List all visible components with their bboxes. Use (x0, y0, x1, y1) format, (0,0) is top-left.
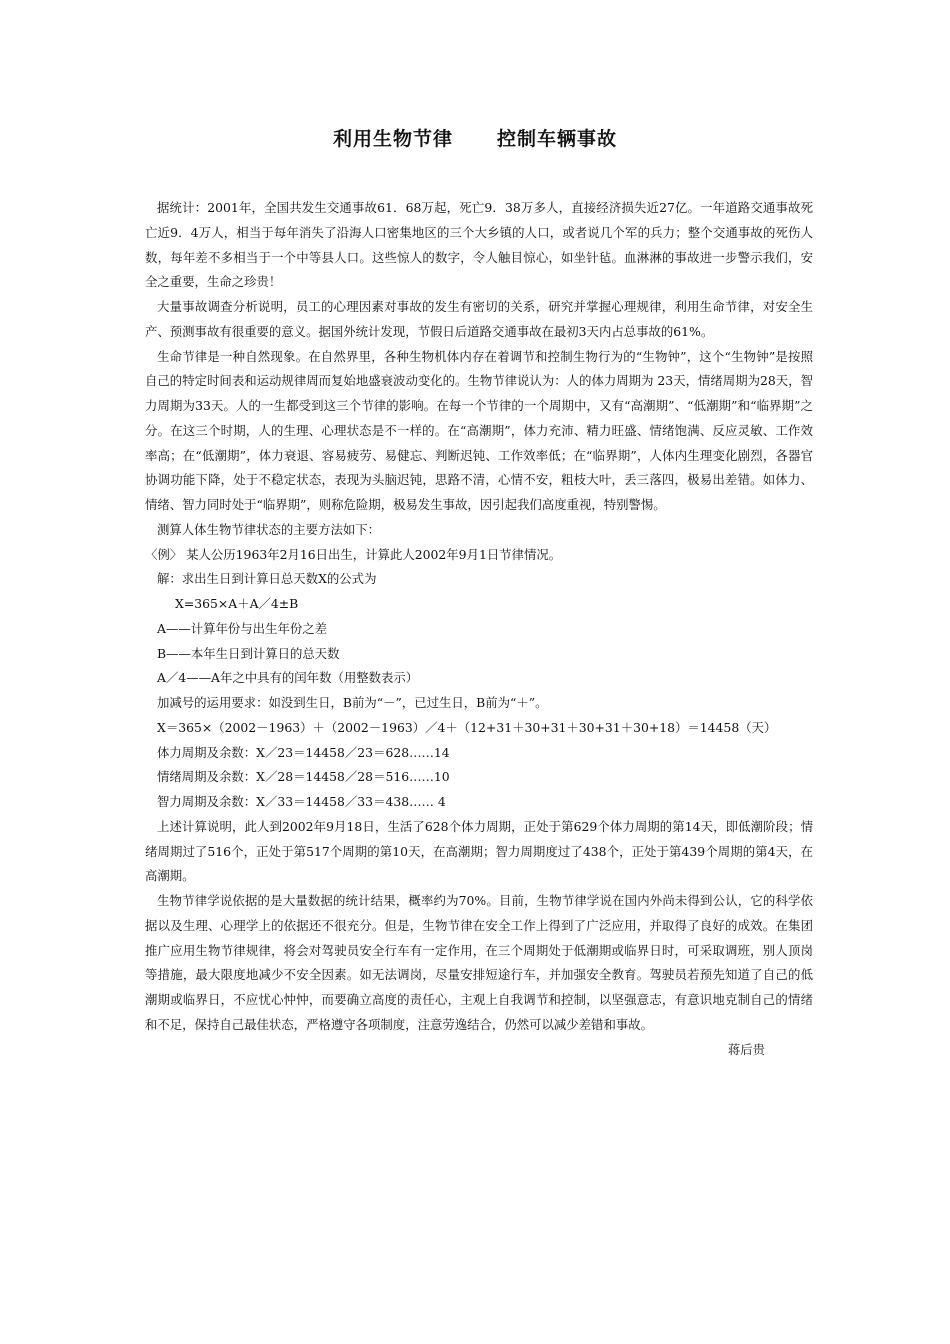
emotional-cycle: 情绪周期及余数：X／28＝14458／28＝516……10 (157, 769, 450, 785)
paragraph-result: 上述计算说明，此人到2002年9月18日，生活了628个体力周期，正处于第629个体力周期的第14天，即低潮阶段；情绪周期过了516个，正处于第517个周期的第10天，在高潮期；智力周期度过了438个，正处于第439个周期的第4天，在高潮期。 (145, 818, 813, 884)
paragraph-conclusion: 生物节律学说依据的是大量数据的统计结果，概率约为70%。目前，生物节律学说在国内外尚未得到公认，它的科学依据以及生理、心理学上的依据还不很充分。但是，生物节律在安全工作上得到了广泛应用，并取得了良好的成效。在集团推广应用生物节律规律，将会对驾驶员安全行车有一定作用，在三个周期处于低潮期或临界日时，可采取调班，别人顶岗等措施，最大限度地减少不安全因素。如无法调岗，尽量安排短途行车，并加强安全教育。驾驶员若预先知道了自己的低潮期或临界日，不应忧心忡忡，而要确立高度的责任心，主观上自我调节和控制，以坚强意志，有意识地克制自己的情绪和不足，保持自己最佳状态，严格遵守各项制度，注意劳逸结合，仍然可以减少差错和事故。 (145, 893, 813, 1032)
definition-a: A——计算年份与出生年份之差 (157, 620, 328, 636)
article-body (145, 196, 813, 1062)
paragraph-analysis: 大量事故调查分析说明，员工的心理因素对事故的发生有密切的关系，研究并掌握心理规律，利用生命节律，对安全生产、预测事故有很重要的意义。据国外统计发现，节假日后道路交通事故在最初3天内占总事故的61%。 (145, 299, 813, 339)
paragraph-solution: 解：求出生日到计算日总天数X的公式为 (157, 571, 377, 587)
physical-cycle: 体力周期及余数：X／23＝14458／23＝628……14 (157, 744, 450, 760)
calculation-x: X＝365×（2002－1963）＋（2002－1963）／4＋（12+31＋30+31＋30+31＋30+18）＝14458（天） (157, 719, 777, 735)
article-title (0, 124, 950, 151)
definition-a-over-4: A／4——A年之中具有的闰年数（用整数表示） (157, 670, 419, 686)
title-part-1: 利用生物节律 (332, 128, 453, 150)
paragraph-method-intro: 测算人体生物节律状态的主要方法如下： (157, 521, 381, 537)
definition-b: B——本年生日到计算日的总天数 (157, 645, 340, 661)
title-part-2: 控制车辆事故 (497, 128, 618, 150)
intellectual-cycle: 智力周期及余数：X／33＝14458／33＝438…… 4 (157, 794, 446, 809)
paragraph-biorhythm: 生命节律是一种自然现象。在自然界里，各种生物机体内存在着调节和控制生物行为的“生物钟”，这个“生物钟”是按照自己的特定时间表和运动规律周而复始地盛衰波动变化的。生物节律说认为：人的体力周期为 23天，情绪周期为28天，智力周期为33天。人的一生都受到这三个节律的影响。在每一个节律的一个周期中，又有“高潮期”、“低潮期”和“临界期”之分。在这三个时期，人的生理、心理状态是不一样的。在“高潮期”，体力充沛、精力旺盛、情绪饱满、反应灵敏、工作效率高；在“低潮期”，体力衰退、容易疲劳、易健忘、判断迟钝、工作效率低；在“临界期”，人体内生理变化剧烈，各器官协调功能下降，处于不稳定状态，表现为头脑迟钝，思路不清，心情不安，粗枝大叶，丢三落四，极易出差错。如体力、情绪、智力同时处于“临界期”，则称危险期，极易发生事故，因引起我们高度重视，特别警惕。 (145, 348, 813, 512)
formula-line: X=365×A＋A／4±B (175, 596, 299, 611)
sign-rule: 加减号的运用要求：如没到生日，B前为“－”，已过生日，B前为“＋”。 (157, 695, 548, 710)
paragraph-statistics: 据统计：2001年，全国共发生交通事故61．68万起，死亡9．38万多人，直接经济损失近27亿。一年道路交通事故死亡近9．4万人，相当于每年消失了沿海人口密集地区的三个大乡镇的人口，或者说几个军的兵力；整个交通事故的死伤人数，每年差不多相当于一个中等县人口。这些惊人的数字，令人触目惊心，如坐针毡。血淋淋的事故进一步警示我们，安全之重要，生命之珍贵！ (145, 200, 813, 290)
paragraph-example: 〈例〉 某人公历1963年2月16日出生，计算此人2002年9月1日节律情况。 (145, 546, 562, 562)
author-signature: 蒋后贵 (727, 1041, 765, 1057)
